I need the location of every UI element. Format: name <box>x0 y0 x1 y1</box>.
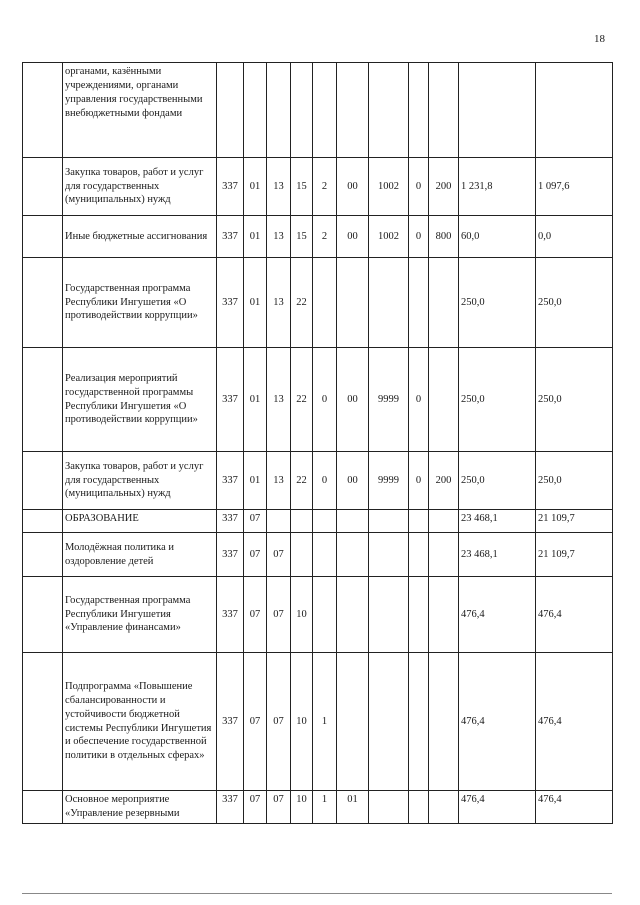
row-name: органами, казёнными учреждениями, органами управления государственными внебюджетными фондами <box>63 63 217 158</box>
cell-amount-1: 60,0 <box>459 216 536 258</box>
cell-direction <box>369 653 409 791</box>
cell-amount-2: 1 097,6 <box>536 158 613 216</box>
cell-amount-2: 476,4 <box>536 577 613 653</box>
cell-expense-type <box>429 577 459 653</box>
cell-subsection: 07 <box>267 577 291 653</box>
cell-program: 10 <box>291 577 313 653</box>
cell-expense-type <box>429 258 459 348</box>
cell-amount-1: 23 468,1 <box>459 533 536 577</box>
cell-section: 07 <box>244 791 267 824</box>
cell-ministry: 337 <box>217 158 244 216</box>
cell-amount-1: 476,4 <box>459 653 536 791</box>
table-row <box>23 258 613 348</box>
cell-section: 01 <box>244 216 267 258</box>
cell-amount-2: 21 109,7 <box>536 533 613 577</box>
cell-direction: 9999 <box>369 452 409 510</box>
cell-amount-1: 476,4 <box>459 791 536 824</box>
blank-cell <box>23 63 63 158</box>
cell-section: 07 <box>244 510 267 533</box>
table-row <box>23 533 613 577</box>
row-name: Иные бюджетные ассигнования <box>63 216 217 258</box>
blank-cell <box>23 510 63 533</box>
cell-direction <box>369 63 409 158</box>
cell-section: 07 <box>244 577 267 653</box>
cell-expense-type <box>429 348 459 452</box>
cell-subprogram <box>313 533 337 577</box>
cell-direction <box>369 258 409 348</box>
cell-subsection: 13 <box>267 348 291 452</box>
table-row <box>23 510 613 533</box>
cell-ministry: 337 <box>217 577 244 653</box>
page-number: 18 <box>594 33 605 45</box>
cell-source <box>409 791 429 824</box>
cell-ministry: 337 <box>217 791 244 824</box>
table-row <box>23 577 613 653</box>
cell-main-activity <box>337 653 369 791</box>
row-name: Закупка товаров, работ и услуг для государственных (муниципальных) нужд <box>63 158 217 216</box>
cell-source <box>409 653 429 791</box>
cell-subsection: 13 <box>267 158 291 216</box>
cell-amount-2: 250,0 <box>536 348 613 452</box>
cell-program <box>291 510 313 533</box>
cell-program: 15 <box>291 158 313 216</box>
cell-amount-1: 23 468,1 <box>459 510 536 533</box>
cell-subprogram: 2 <box>313 216 337 258</box>
cell-ministry: 337 <box>217 348 244 452</box>
blank-cell <box>23 452 63 510</box>
cell-source: 0 <box>409 158 429 216</box>
cell-amount-2: 476,4 <box>536 653 613 791</box>
cell-ministry: 337 <box>217 510 244 533</box>
blank-cell <box>23 577 63 653</box>
cell-amount-2: 0,0 <box>536 216 613 258</box>
cell-program: 22 <box>291 452 313 510</box>
table-row <box>23 452 613 510</box>
cell-source: 0 <box>409 452 429 510</box>
cell-amount-2: 476,4 <box>536 791 613 824</box>
cell-direction: 1002 <box>369 216 409 258</box>
cell-section: 01 <box>244 258 267 348</box>
cell-amount-1 <box>459 63 536 158</box>
row-name: Молодёжная политика и оздоровление детей <box>63 533 217 577</box>
cell-program: 10 <box>291 791 313 824</box>
blank-cell <box>23 791 63 824</box>
cell-subsection <box>267 63 291 158</box>
cell-amount-2: 250,0 <box>536 258 613 348</box>
cell-source <box>409 533 429 577</box>
row-name: Реализация мероприятий государственной программы Республики Ингушетия «О противодействии коррупции» <box>63 348 217 452</box>
cell-main-activity <box>337 63 369 158</box>
cell-amount-2: 250,0 <box>536 452 613 510</box>
table-row <box>23 158 613 216</box>
cell-amount-1: 250,0 <box>459 348 536 452</box>
cell-main-activity: 00 <box>337 452 369 510</box>
cell-expense-type: 200 <box>429 452 459 510</box>
cell-section: 01 <box>244 158 267 216</box>
cell-ministry: 337 <box>217 216 244 258</box>
cell-ministry: 337 <box>217 533 244 577</box>
table-row <box>23 653 613 791</box>
cell-subprogram <box>313 510 337 533</box>
cell-program: 10 <box>291 653 313 791</box>
cell-ministry: 337 <box>217 452 244 510</box>
cell-expense-type <box>429 510 459 533</box>
cell-source <box>409 258 429 348</box>
budget-table <box>22 62 613 824</box>
row-name: ОБРАЗОВАНИЕ <box>63 510 217 533</box>
row-name: Закупка товаров, работ и услуг для государственных (муниципальных) нужд <box>63 452 217 510</box>
cell-source <box>409 510 429 533</box>
row-name: Государственная программа Республики Ингушетия «О противодействии коррупции» <box>63 258 217 348</box>
cell-source <box>409 577 429 653</box>
cell-section: 01 <box>244 348 267 452</box>
cell-subprogram <box>313 63 337 158</box>
blank-cell <box>23 216 63 258</box>
cell-ministry: 337 <box>217 653 244 791</box>
cell-program <box>291 533 313 577</box>
table-row <box>23 791 613 824</box>
cell-expense-type <box>429 533 459 577</box>
cell-main-activity <box>337 258 369 348</box>
cell-direction: 9999 <box>369 348 409 452</box>
cell-direction: 1002 <box>369 158 409 216</box>
cell-section: 01 <box>244 452 267 510</box>
cell-direction <box>369 577 409 653</box>
cell-main-activity <box>337 510 369 533</box>
cell-subsection: 07 <box>267 791 291 824</box>
cell-direction <box>369 533 409 577</box>
cell-program: 22 <box>291 258 313 348</box>
blank-cell <box>23 348 63 452</box>
cell-subprogram: 2 <box>313 158 337 216</box>
cell-subsection: 13 <box>267 258 291 348</box>
cell-amount-1: 1 231,8 <box>459 158 536 216</box>
cell-source <box>409 63 429 158</box>
cell-section: 07 <box>244 533 267 577</box>
cell-subsection: 13 <box>267 216 291 258</box>
blank-cell <box>23 653 63 791</box>
cell-direction <box>369 510 409 533</box>
row-name: Основное мероприятие «Управление резервными <box>63 791 217 824</box>
cell-section: 07 <box>244 653 267 791</box>
cell-main-activity <box>337 533 369 577</box>
cell-amount-2 <box>536 63 613 158</box>
cell-main-activity: 00 <box>337 348 369 452</box>
cell-subprogram: 1 <box>313 791 337 824</box>
cell-subprogram <box>313 258 337 348</box>
blank-cell <box>23 158 63 216</box>
cell-program: 22 <box>291 348 313 452</box>
cell-main-activity: 00 <box>337 216 369 258</box>
cell-subsection: 07 <box>267 653 291 791</box>
cell-program <box>291 63 313 158</box>
table-row <box>23 348 613 452</box>
cell-ministry <box>217 63 244 158</box>
blank-cell <box>23 533 63 577</box>
cell-subsection: 07 <box>267 533 291 577</box>
row-name: Государственная программа Республики Ингушетия «Управление финансами» <box>63 577 217 653</box>
cell-amount-2: 21 109,7 <box>536 510 613 533</box>
row-name: Подпрограмма «Повышение сбалансированности и устойчивости бюджетной системы Республики Ингушетия и обеспечение государственной политики в отдельных сферах» <box>63 653 217 791</box>
cell-ministry: 337 <box>217 258 244 348</box>
cell-subprogram <box>313 577 337 653</box>
cell-section <box>244 63 267 158</box>
cell-main-activity: 00 <box>337 158 369 216</box>
cell-main-activity <box>337 577 369 653</box>
cell-amount-1: 250,0 <box>459 452 536 510</box>
cell-subprogram: 0 <box>313 452 337 510</box>
table-row <box>23 63 613 158</box>
cell-program: 15 <box>291 216 313 258</box>
cell-expense-type: 200 <box>429 158 459 216</box>
cell-expense-type <box>429 63 459 158</box>
bottom-rule <box>22 893 612 894</box>
cell-amount-1: 250,0 <box>459 258 536 348</box>
cell-subsection: 13 <box>267 452 291 510</box>
cell-subsection <box>267 510 291 533</box>
cell-expense-type: 800 <box>429 216 459 258</box>
table-row <box>23 216 613 258</box>
cell-subprogram: 0 <box>313 348 337 452</box>
cell-subprogram: 1 <box>313 653 337 791</box>
blank-cell <box>23 258 63 348</box>
cell-expense-type <box>429 791 459 824</box>
cell-main-activity: 01 <box>337 791 369 824</box>
cell-amount-1: 476,4 <box>459 577 536 653</box>
cell-direction <box>369 791 409 824</box>
cell-source: 0 <box>409 348 429 452</box>
cell-source: 0 <box>409 216 429 258</box>
cell-expense-type <box>429 653 459 791</box>
